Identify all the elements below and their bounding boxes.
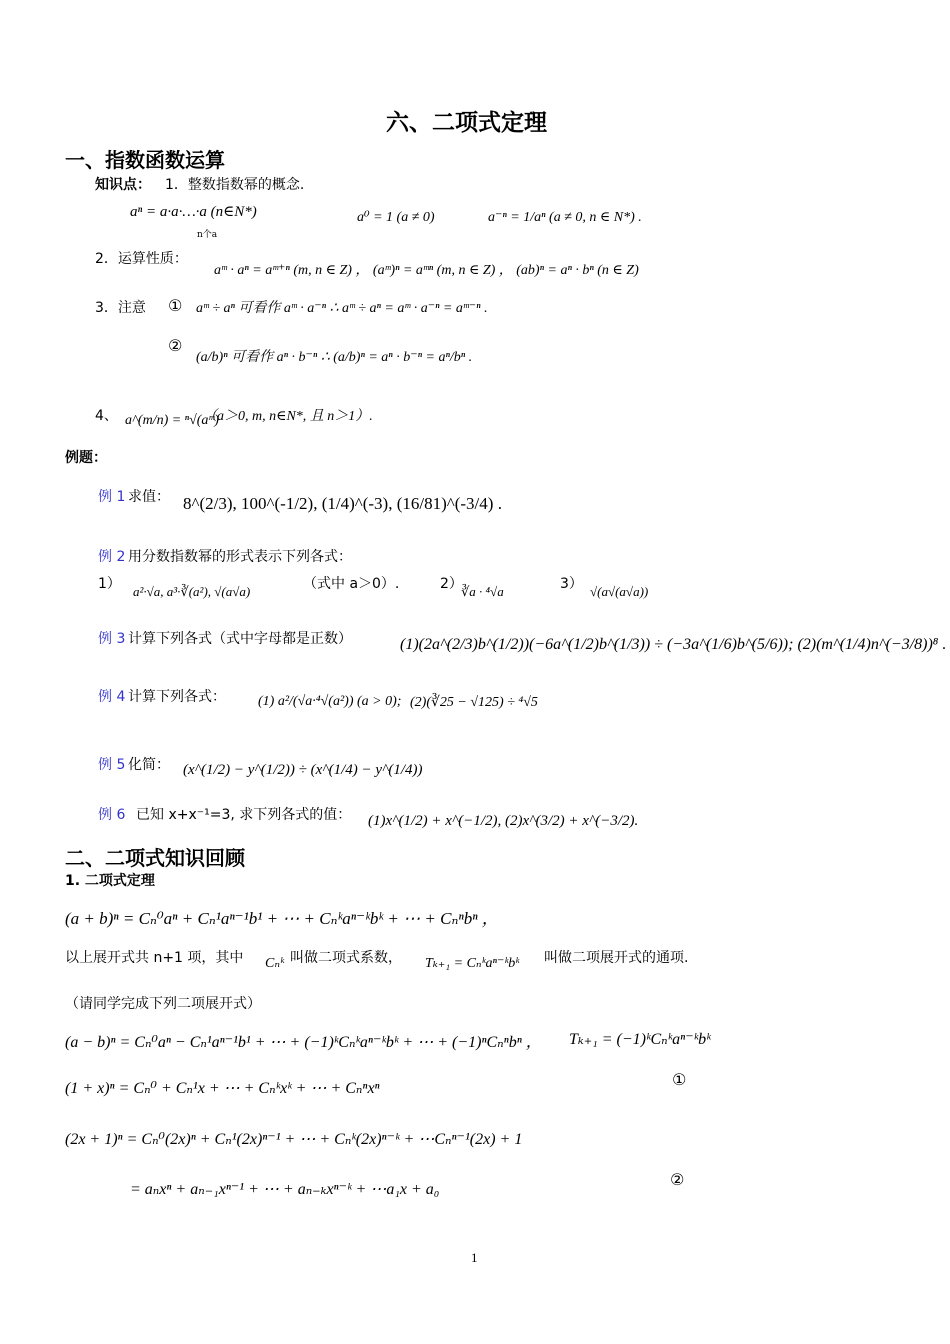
example-2-label: 例 2	[98, 549, 126, 565]
example-6-formula: (1)x^(1/2) + x^(−1/2), (2)x^(3/2) + x^(−3/2).	[368, 813, 639, 829]
example-4-formula-1: (1) a²/(√a·⁴√(a²)) (a > 0);	[258, 694, 402, 709]
example-3-label: 例 3	[98, 631, 126, 647]
example-2-formula-1: a²·√a, a³·∛(a²), √(a√a)	[133, 584, 251, 599]
formula-zero-power: a⁰ = 1 (a ≠ 0)	[357, 210, 435, 225]
formula-note-1: aᵐ ÷ aⁿ 可看作 aᵐ · a⁻ⁿ ∴ aᵐ ÷ aⁿ = aᵐ · a⁻ⁿ = aᵐ⁻ⁿ .	[196, 301, 488, 316]
expansion-one-plus-x: (1 + x)ⁿ = Cₙ⁰ + Cₙ¹x + ⋯ + Cₙᵏxᵏ + ⋯ + Cₙⁿxⁿ	[65, 1080, 380, 1097]
knowledge-item-4: 4、	[95, 408, 118, 424]
formula-condition: （a＞0, m, n∈N*, 且 n＞1）.	[203, 409, 373, 424]
example-2-formula-2: ∛a · ⁴√a	[461, 584, 504, 599]
example-2-text: 用分数指数幂的形式表示下列各式：	[128, 549, 352, 565]
example-2-item-1: 1）	[98, 576, 121, 592]
section2-heading: 二、二项式知识回顾	[65, 846, 245, 870]
example-2-item-2: 2）	[440, 576, 463, 592]
note-marker-1: ①	[168, 296, 183, 315]
example-4-label: 例 4	[98, 689, 126, 705]
knowledge-item-1: 1．整数指数幂的概念.	[165, 177, 305, 193]
formula-under-brace: n个a	[197, 230, 218, 240]
formula-integer-power: aⁿ = a·a·…·a (n∈N*)	[130, 204, 257, 220]
binomial-desc-part-a: 以上展开式共 n+1 项，其中	[65, 950, 244, 966]
section1-heading: 一、指数函数运算	[65, 148, 225, 172]
example-2-item-3: 3）	[560, 576, 583, 592]
knowledge-label: 知识点：	[95, 177, 151, 193]
example-1-formula: 8^(2/3), 100^(-1/2), (1/4)^(-3), (16/81)^(-3/4) .	[183, 494, 502, 513]
example-1-text: 求值：	[128, 489, 170, 505]
note-marker-2: ②	[168, 336, 183, 355]
formula-operation-rules: aᵐ · aⁿ = aᵐ⁺ⁿ (m, n ∈ Z) ， (aᵐ)ⁿ = aᵐⁿ (m, n ∈ Z) ， (ab)ⁿ = aⁿ · bⁿ (n ∈ Z)	[214, 263, 639, 278]
example-5-text: 化简：	[128, 757, 170, 773]
binomial-coefficient-symbol: Cₙᵏ	[265, 956, 284, 971]
binomial-desc-part-b: 叫做二项式系数，	[290, 950, 402, 966]
example-1-label: 例 1	[98, 489, 126, 505]
formula-fraction-power: a^(m/n) = ⁿ√(aᵐ)	[125, 413, 219, 428]
example-5-label: 例 5	[98, 757, 126, 773]
knowledge-item-2: 2．运算性质：	[95, 251, 188, 267]
example-3-formula: (1)(2a^(2/3)b^(1/2))(−6a^(1/2)b^(1/3)) ÷ (−3a^(1/6)b^(5/6)); (2)(m^(1/4)n^(−3/8))⁸ .	[400, 636, 947, 653]
binomial-theorem-formula: (a + b)ⁿ = Cₙ⁰aⁿ + Cₙ¹aⁿ⁻¹b¹ + ⋯ + Cₙᵏaⁿ⁻ᵏbᵏ + ⋯ + Cₙⁿbⁿ ，	[65, 909, 499, 928]
expansion-two-x-plus-one: (2x + 1)ⁿ = Cₙ⁰(2x)ⁿ + Cₙ¹(2x)ⁿ⁻¹ + ⋯ + Cₙᵏ(2x)ⁿ⁻ᵏ + ⋯Cₙⁿ⁻¹(2x) + 1	[65, 1131, 523, 1148]
binomial-desc-part-c: 叫做二项展开式的通项.	[544, 950, 689, 966]
expansion-coefficients: = aₙxⁿ + aₙ₋₁xⁿ⁻¹ + ⋯ + aₙ₋ₖxⁿ⁻ᵏ + ⋯a₁x + a₀	[130, 1181, 440, 1198]
example-6-text: 已知 x+x⁻¹=3, 求下列各式的值：	[136, 807, 352, 823]
page-title: 六、二项式定理	[386, 110, 547, 136]
knowledge-item-3: 3．注意	[95, 300, 146, 316]
formula-note-2: (a/b)ⁿ 可看作 aⁿ · b⁻ⁿ ∴ (a/b)ⁿ = aⁿ · b⁻ⁿ = aⁿ/bⁿ .	[196, 350, 473, 365]
example-3-text: 计算下列各式（式中字母都是正数）	[128, 631, 352, 647]
equation-marker-1: ①	[672, 1070, 687, 1089]
example-4-text: 计算下列各式：	[128, 689, 226, 705]
general-term-formula: Tₖ₊₁ = Cₙᵏaⁿ⁻ᵏbᵏ	[425, 956, 520, 971]
example-2-formula-3: √(a√(a√a))	[590, 584, 649, 599]
binomial-theorem-subheading: 1. 二项式定理	[65, 873, 155, 889]
formula-negative-power: a⁻ⁿ = 1/aⁿ (a ≠ 0, n ∈ N*) .	[488, 210, 642, 225]
examples-label: 例题：	[65, 450, 107, 466]
example-4-formula-2: (2)(∛25 − √125) ÷ ⁴√5	[410, 695, 538, 710]
expansion-a-minus-b-general-term: Tₖ₊₁ = (−1)ᵏCₙᵏaⁿ⁻ᵏbᵏ	[569, 1031, 711, 1048]
example-2-condition: （式中 a＞0）.	[303, 576, 400, 592]
equation-marker-2: ②	[670, 1170, 685, 1189]
page-number: 1	[471, 1250, 478, 1265]
example-5-formula: (x^(1/2) − y^(1/2)) ÷ (x^(1/4) − y^(1/4))	[183, 762, 423, 778]
exercise-note: （请同学完成下列二项展开式）	[65, 996, 261, 1012]
expansion-a-minus-b: (a − b)ⁿ = Cₙ⁰aⁿ − Cₙ¹aⁿ⁻¹b¹ + ⋯ + (−1)ᵏCₙᵏaⁿ⁻ᵏbᵏ + ⋯ + (−1)ⁿCₙⁿbⁿ ，	[65, 1034, 542, 1051]
example-6-label: 例 6	[98, 807, 126, 823]
